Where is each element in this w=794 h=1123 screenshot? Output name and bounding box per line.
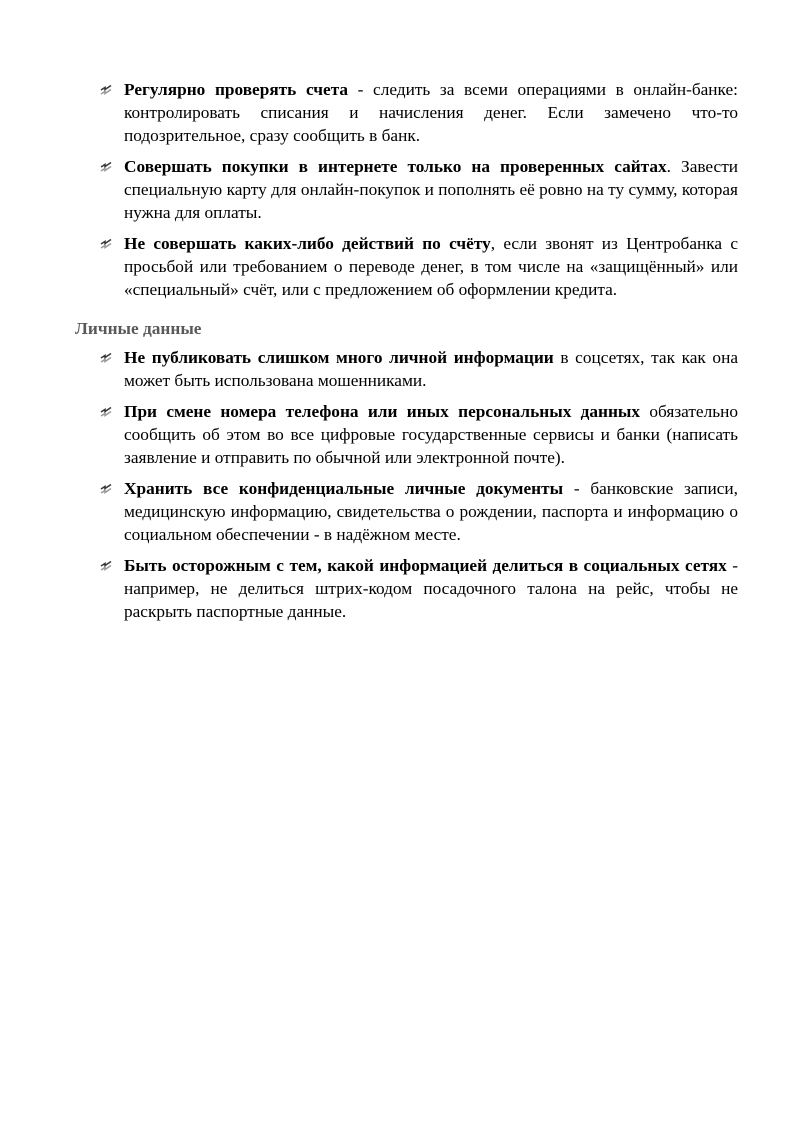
list-item: [124, 232, 738, 301]
item-lead: Регулярно проверять счета: [124, 80, 349, 99]
item-text: обязательно сообщить об этом во все цифровые государственные сервисы и банки (написать заявление и отправить по обычной или электронной почте).: [124, 402, 738, 467]
item-text: . Завести специальную карту для онлайн-покупок и пополнять её ровно на ту сумму, которая нужна для оплаты.: [124, 157, 738, 222]
checkmark-bullet-icon: [100, 482, 112, 494]
checkmark-bullet-icon: [100, 160, 112, 172]
checkmark-bullet-icon: [100, 351, 112, 363]
list-item: [124, 554, 738, 623]
bullet-list-accounts: [124, 78, 738, 309]
item-text: , если звонят из Центробанка с просьбой или требованием о переводе денег, в том числе на «защищённый» или «специальный» счёт, или с предложением об оформлении кредита.: [124, 234, 739, 299]
list-item: [124, 400, 738, 469]
list-item: [124, 155, 738, 224]
item-lead: Хранить все конфиденциальные личные документы: [124, 479, 564, 498]
checkmark-bullet-icon: [100, 237, 112, 249]
item-text: в соцсетях, так как она может быть использована мошенниками.: [124, 348, 738, 390]
checkmark-bullet-icon: [100, 405, 112, 417]
item-text: - например, не делиться штрих-кодом посадочного талона на рейс, чтобы не раскрыть паспортные данные.: [124, 556, 739, 621]
list-item: [124, 78, 738, 147]
item-lead: Не публиковать слишком много личной информации: [124, 348, 554, 367]
checkmark-bullet-icon: [100, 559, 112, 571]
item-lead: Не совершать каких-либо действий по счёту: [124, 234, 491, 253]
item-text: - банковские записи, медицинскую информацию, свидетельства о рождении, паспорта и информацию о социальном обеспечении - в надёжном месте.: [124, 479, 738, 544]
section-heading: Личные данные: [75, 319, 202, 338]
bullet-list-personal-data: [124, 346, 738, 631]
item-lead: Совершать покупки в интернете только на проверенных сайтах: [124, 157, 667, 176]
item-lead: Быть осторожным с тем, какой информацией делиться в социальных сетях: [124, 556, 727, 575]
item-text: - следить за всеми операциями в онлайн-банке: контролировать списания и начисления денег. Если замечено что-то подозрительное, сразу сообщить в банк.: [124, 80, 738, 145]
list-item: [124, 346, 738, 392]
item-lead: При смене номера телефона или иных персональных данных: [124, 402, 641, 421]
list-item: [124, 477, 738, 546]
checkmark-bullet-icon: [100, 83, 112, 95]
